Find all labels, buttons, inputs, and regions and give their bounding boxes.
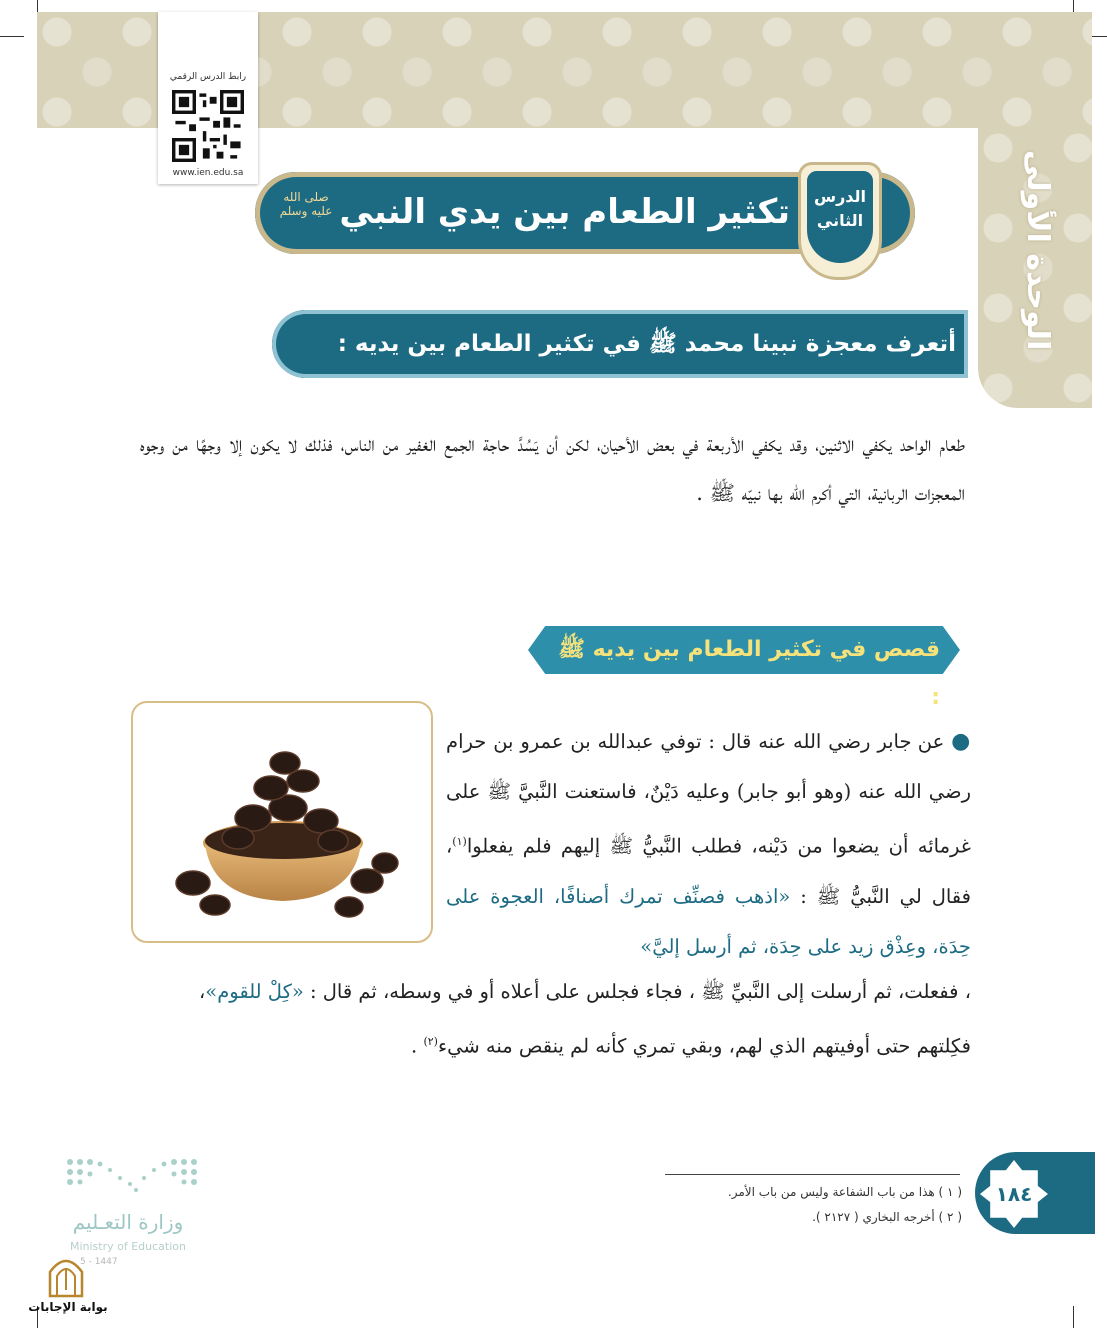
crop-mark bbox=[1073, 1306, 1074, 1328]
ministry-name-arabic: وزارة التعـليم bbox=[72, 1210, 184, 1234]
lesson-tag-label: الدرس الثاني bbox=[813, 187, 867, 230]
ministry-name-english: Ministry of Education bbox=[69, 1240, 186, 1253]
portal-arch-icon bbox=[46, 1254, 86, 1298]
honorific-calligraphy: صلى الله عليه وسلم bbox=[279, 190, 333, 218]
footnotes bbox=[665, 1180, 962, 1230]
ministry-dots-icon bbox=[62, 1154, 202, 1198]
story-text-part2: ، فقال لي النَّبيُّ ﷺ : bbox=[446, 834, 971, 908]
footnote-divider bbox=[665, 1174, 960, 1175]
dates-image-frame bbox=[131, 701, 433, 943]
qr-url[interactable]: www.ien.edu.sa bbox=[172, 168, 244, 178]
unit-label: الوحدة الأولى bbox=[1020, 149, 1055, 351]
ministry-of-education-logo bbox=[58, 1150, 208, 1270]
lesson-tag-badge bbox=[798, 162, 882, 280]
objective-text: أتعرف معجزة نبينا محمد ﷺ في تكثير الطعام بين يديه : bbox=[337, 331, 956, 357]
story-paragraph-continued bbox=[140, 967, 971, 1072]
bullet-point: ● bbox=[951, 729, 972, 754]
hadith-quote-2: «كِلْ للقوم» bbox=[205, 980, 304, 1003]
story-text-part3: ، ففعلت، ثم أرسلت إلى النَّبيِّ ﷺ ، فجاء فجلس على أعلاه أو في وسطه، ثم قال : bbox=[303, 980, 971, 1003]
footnote-2: ( ٢ ) أخرجه البخاري ( ٢١٢٧ ). bbox=[812, 1210, 962, 1224]
page-number: ١٨٤ bbox=[995, 1182, 1033, 1206]
stories-heading: قصص في تكثير الطعام بين يديه ﷺ : bbox=[558, 637, 940, 710]
bowl-of-dates-image bbox=[153, 723, 411, 923]
qr-code-icon[interactable] bbox=[172, 90, 244, 162]
qr-card[interactable] bbox=[158, 12, 258, 184]
story-text-part1: عن جابر رضي الله عنه قال : توفي عبدالله بن عمرو بن حرام رضي الله عنه (وهو أبو جابر) وعليه دَيْنٌ، فاستعنت النَّبيَّ ﷺ على غرمائه أن يضعوا من دَيْنه، فطلب النَّبيُّ ﷺ إليهم فلم يفعلوا bbox=[446, 730, 971, 858]
story-text-end: . bbox=[411, 1034, 424, 1058]
story-text-part4: ، فكِلتهم حتى أوفيتهم الذي لهم، وبقي تمري كأنه لم ينقص منه شيء bbox=[198, 980, 971, 1058]
qr-caption: رابط الدرس الرقمي bbox=[169, 72, 247, 82]
lesson-title: تكثير الطعام بين يدي النبي bbox=[339, 192, 790, 232]
hadith-quote-1: «اذهب فصنِّف تمرك أصنافًا، العجوة على حِدَة، وعِذْق زيد على حِدَة، ثم أرسل إليَّ» bbox=[446, 884, 971, 958]
crop-mark bbox=[0, 36, 24, 37]
story-paragraph bbox=[446, 717, 971, 972]
footnote-ref-1[interactable]: (١) bbox=[452, 835, 467, 848]
intro-paragraph: طعام الواحد يكفي الاثنين، وقد يكفي الأربعة في بعض الأحيان، لكن أن يَسُدَّ حاجة الجمع الغفير من الناس، فذلك لا يكون إلا وجهًا من وجوه المعجزات الربانية، التي أكرم الله بها نبيّه ﷺ . bbox=[140, 432, 965, 505]
lesson-tag-inner bbox=[807, 171, 873, 263]
ministry-year: 5 - 1447 bbox=[80, 1257, 118, 1267]
footnote-ref-2[interactable]: (٢) bbox=[423, 1035, 438, 1048]
portal-label: بوابة الإجابات bbox=[28, 1300, 108, 1314]
answers-portal-watermark[interactable] bbox=[28, 1254, 108, 1320]
footnote-1: ( ١ ) هذا من باب الشفاعة وليس من باب الأمر. bbox=[727, 1185, 962, 1199]
